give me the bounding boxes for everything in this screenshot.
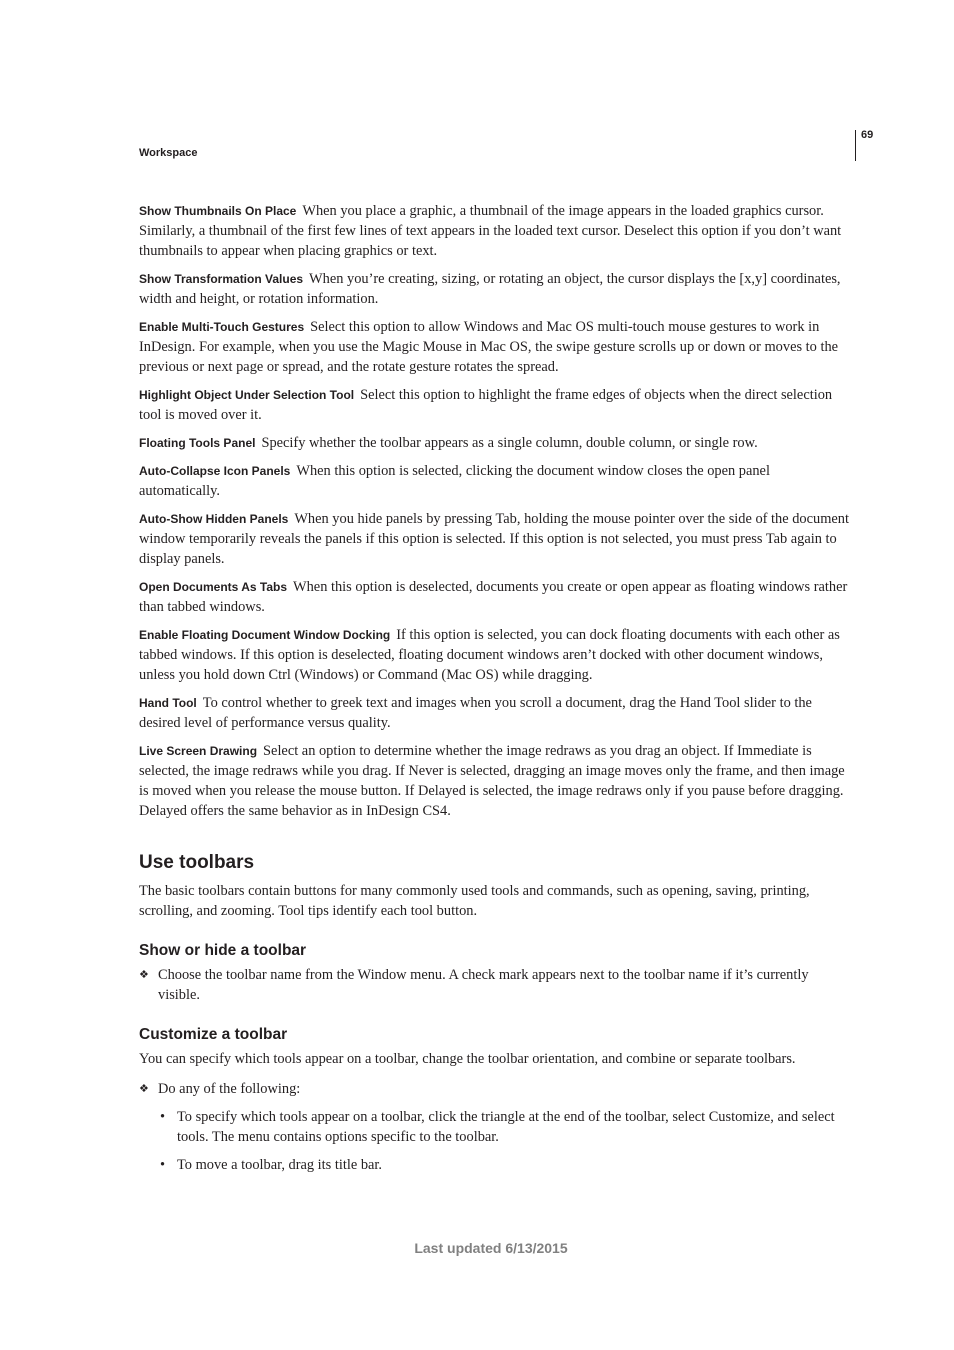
list-item-text: To move a toolbar, drag its title bar.: [177, 1157, 383, 1173]
step-text: Choose the toolbar name from the Window menu. A check mark appears next to the toolbar name if it’s currently visible.: [158, 967, 809, 1003]
section-heading-use-toolbars: Use toolbars: [139, 852, 255, 873]
definition-item: [139, 741, 849, 821]
procedure-step: [139, 1079, 849, 1099]
definition-text: To control whether to greek text and images when you scroll a document, drag the Hand Tool slider to the desired level of performance versus quality.: [139, 695, 812, 731]
bullet-icon: •: [160, 1157, 166, 1173]
definition-term: Enable Floating Document Window Docking: [139, 628, 391, 642]
page-number: 69: [861, 129, 874, 141]
definition-term: Enable Multi-Touch Gestures: [139, 320, 305, 334]
running-head: Workspace: [139, 147, 198, 159]
footer-last-updated: Last updated 6/13/2015: [414, 1240, 568, 1256]
definition-text: When this option is selected, clicking the document window closes the open panel automatically.: [139, 463, 770, 499]
list-item: [158, 1155, 849, 1175]
definition-term: Hand Tool: [139, 696, 197, 710]
subsection-heading-show-hide: Show or hide a toolbar: [139, 942, 307, 959]
definition-text: When this option is deselected, documents you create or open appear as floating windows rather than tabbed windows.: [139, 579, 848, 615]
definition-text: Specify whether the toolbar appears as a single column, double column, or single row.: [261, 435, 758, 451]
main-content: [139, 201, 849, 1175]
diamond-step-icon: ❖: [139, 968, 149, 981]
list-item: [158, 1107, 849, 1147]
definition-item: [139, 317, 849, 377]
definition-term: Floating Tools Panel: [139, 436, 256, 450]
definition-term: Show Transformation Values: [139, 272, 304, 286]
definition-item: [139, 269, 849, 309]
subsection-intro: You can specify which tools appear on a toolbar, change the toolbar orientation, and combine or separate toolbars.: [139, 1051, 796, 1067]
definition-item: [139, 433, 849, 453]
section-intro: The basic toolbars contain buttons for many commonly used tools and commands, such as opening, saving, printing, scrolling, and zooming. Tool tips identify each tool button.: [139, 883, 810, 919]
definition-term: Live Screen Drawing: [139, 744, 258, 758]
definition-text: Select an option to determine whether the image redraws as you drag an object. If Immediate is selected, the image redraws while you drag. If Never is selected, dragging an image moves only the frame, and then image is moved when you release the mouse button. If Delayed is selected, the image redraws only if you pause before dragging. Delayed offers the same behavior as in InDesign CS4.: [139, 743, 845, 819]
definition-text: When you hide panels by pressing Tab, holding the mouse pointer over the side of the document window temporarily reveals the panels if this option is selected. If this option is not selected, you must press Tab again to display panels.: [139, 511, 849, 567]
definition-item: [139, 201, 849, 261]
definition-list: [139, 201, 849, 821]
procedure-step: [139, 965, 849, 1005]
step-text: Do any of the following:: [158, 1081, 301, 1097]
definition-item: [139, 625, 849, 685]
definition-term: Open Documents As Tabs: [139, 580, 288, 594]
definition-text: If this option is selected, you can dock floating documents with each other as tabbed windows. If this option is deselected, floating document windows aren’t docked with other document windows, unless you hold down Ctrl (Windows) or Command (Mac OS) while dragging.: [139, 627, 840, 683]
definition-text: When you’re creating, sizing, or rotating an object, the cursor displays the [x,y] coordinates, width and height, or rotation information.: [139, 271, 841, 307]
definition-term: Show Thumbnails On Place: [139, 204, 297, 218]
definition-term: Auto-Collapse Icon Panels: [139, 464, 291, 478]
definition-text: Select this option to allow Windows and Mac OS multi-touch mouse gestures to work in InDesign. For example, when you use the Magic Mouse in Mac OS, the swipe gesture scrolls up or down or moves to the previous or next page or spread, and the rotate gesture rotates the spread.: [139, 319, 839, 375]
diamond-step-icon: ❖: [139, 1082, 149, 1095]
definition-item: [139, 577, 849, 617]
list-item-text: To specify which tools appear on a toolbar, click the triangle at the end of the toolbar, select Customize, and select tools. The menu contains options specific to the toolbar.: [177, 1109, 835, 1145]
definition-item: [139, 509, 849, 569]
definition-item: [139, 385, 849, 425]
definition-item: [139, 693, 849, 733]
definition-item: [139, 461, 849, 501]
bullet-icon: •: [160, 1109, 166, 1125]
definition-term: Auto-Show Hidden Panels: [139, 512, 289, 526]
definition-term: Highlight Object Under Selection Tool: [139, 388, 355, 402]
definition-text: When you place a graphic, a thumbnail of the image appears in the loaded graphics cursor. Similarly, a thumbnail of the first few lines of text appears in the loaded text cursor. Deselect this option if you don’t want thumbnails to appear when placing graphics or text.: [139, 203, 842, 259]
definition-text: Select this option to highlight the frame edges of objects when the direct selection tool is moved over it.: [139, 387, 833, 423]
page-number-rule: [855, 130, 856, 161]
subsection-heading-customize: Customize a toolbar: [139, 1026, 288, 1043]
